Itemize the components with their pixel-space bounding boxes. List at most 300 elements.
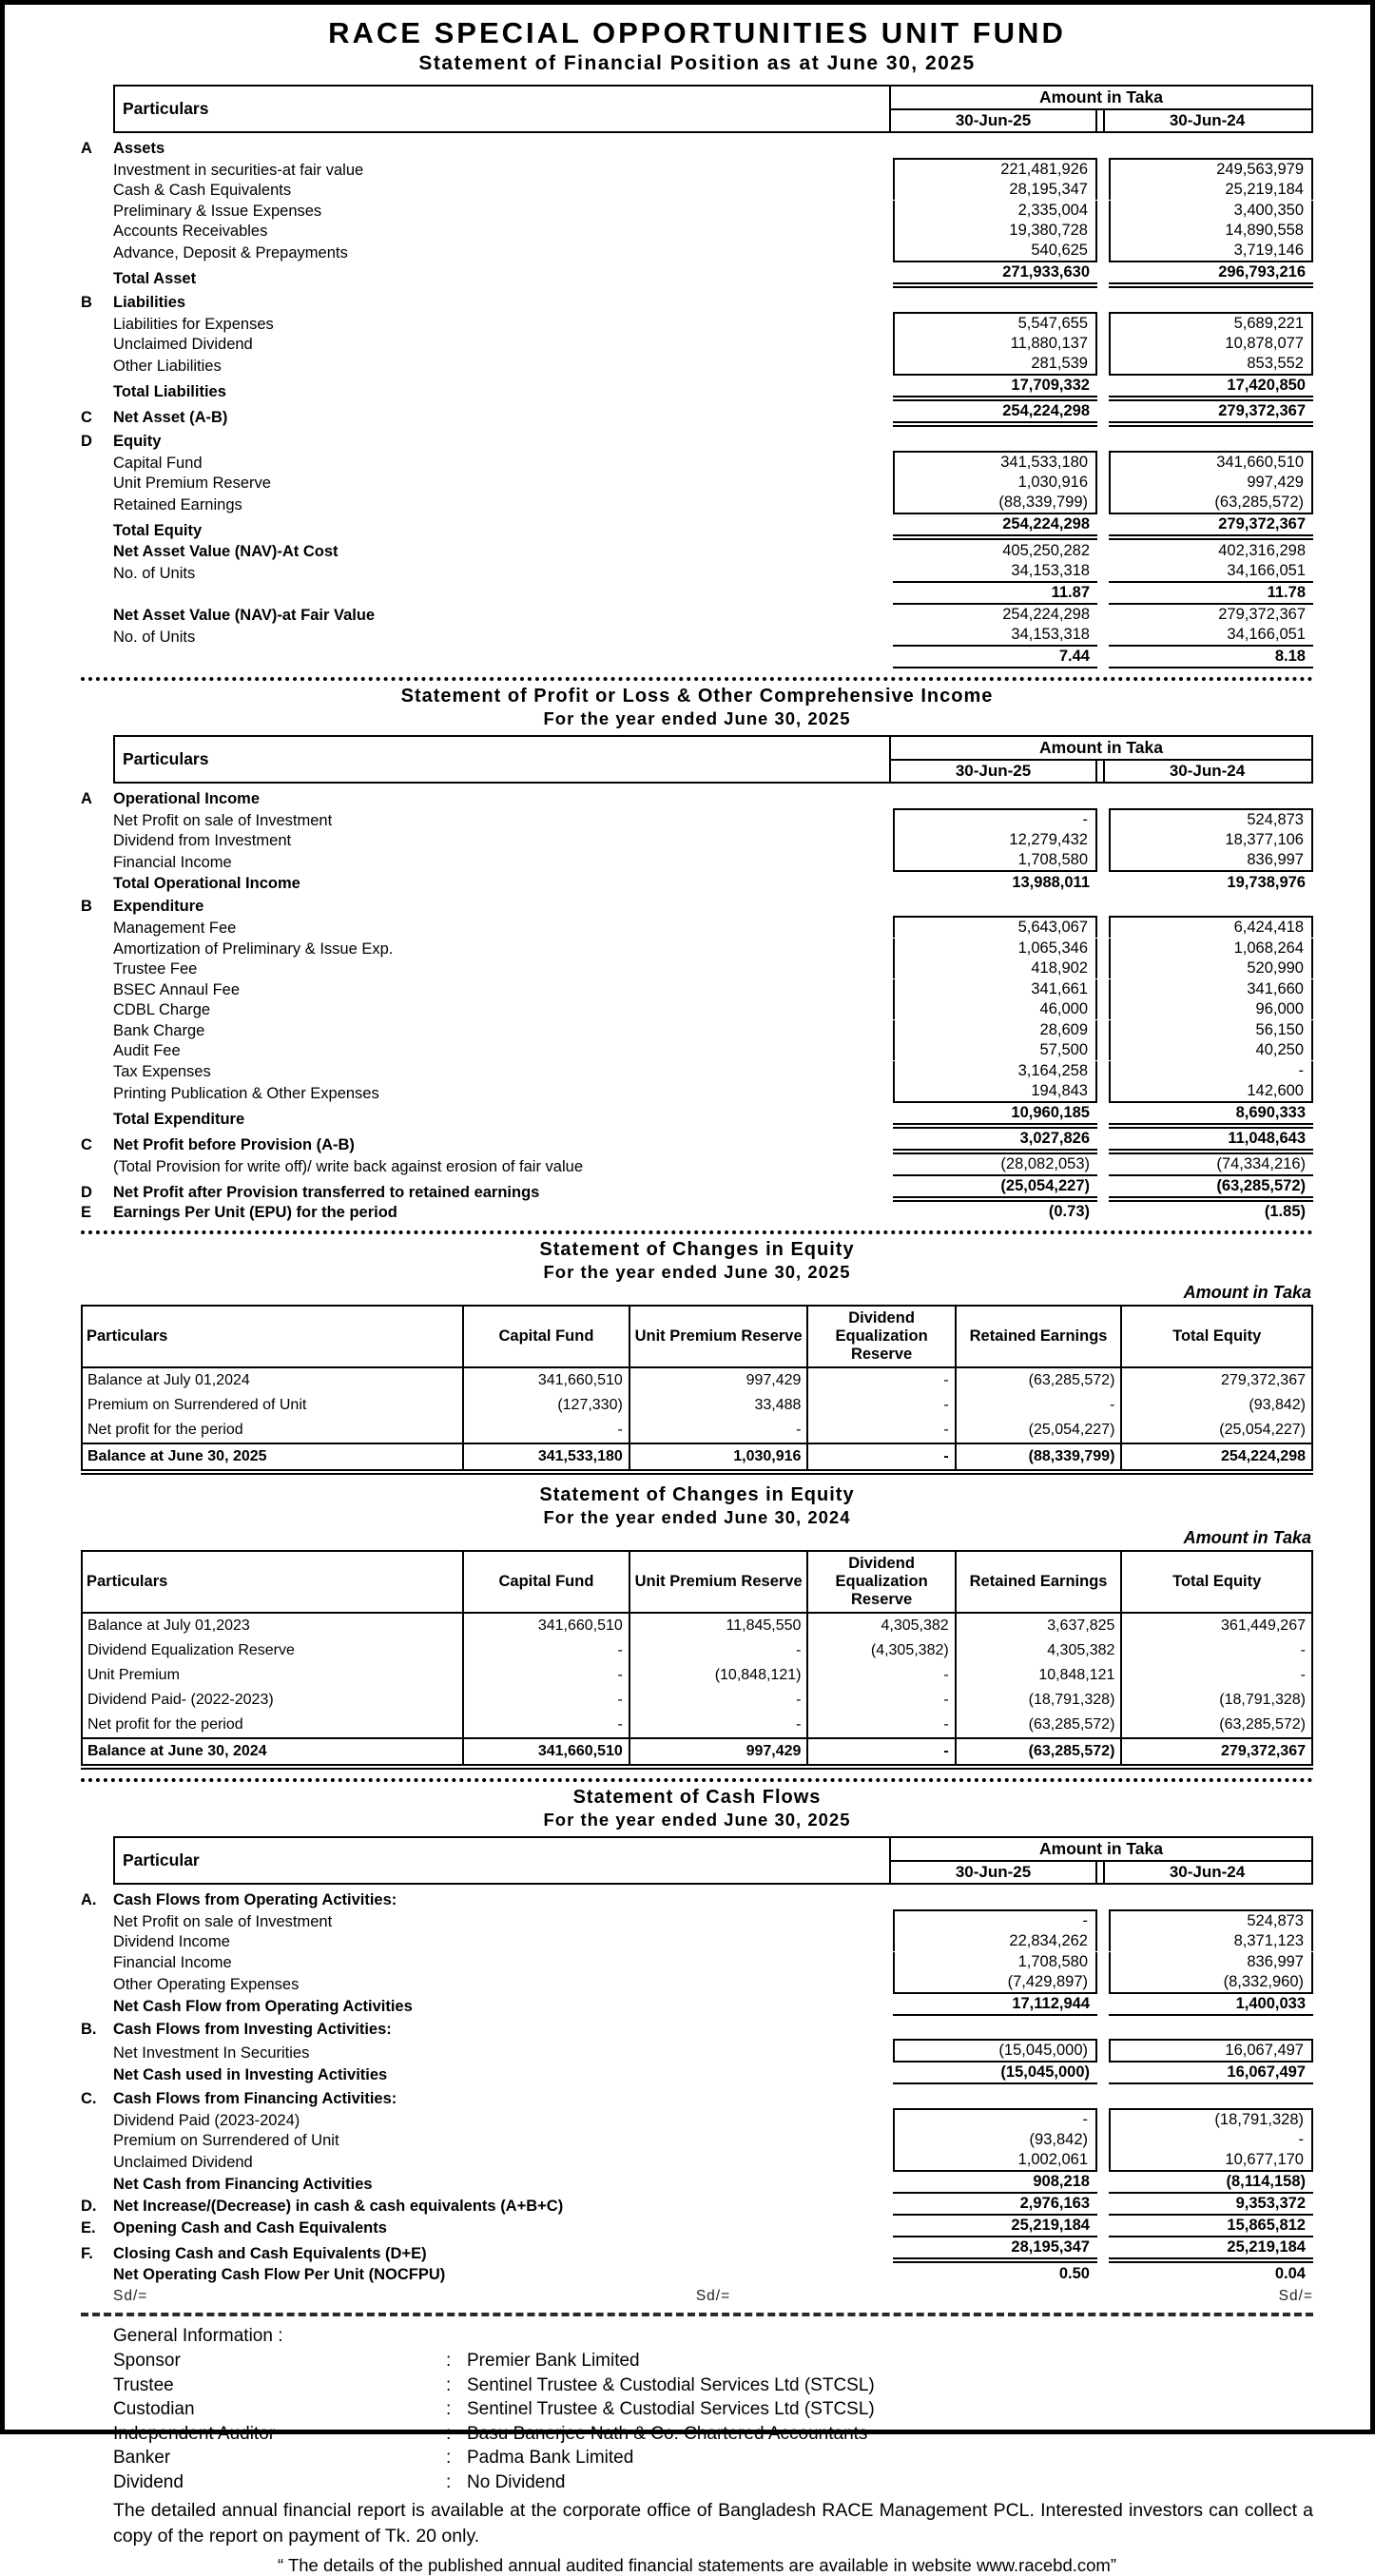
row-label: Unclaimed Dividend xyxy=(113,336,253,353)
date-columns xyxy=(891,110,1311,131)
value-col-2024: 1,400,033 xyxy=(1109,1994,1313,2016)
column-header: Retained Earnings xyxy=(956,1551,1122,1613)
table-row xyxy=(81,137,1313,158)
cash-flows-heading: Statement of Cash Flows xyxy=(572,1787,822,1808)
value-cell: - xyxy=(807,1688,955,1713)
value-col-2024: 836,997 xyxy=(1109,850,1313,872)
dotted-separator xyxy=(81,1778,1313,1782)
row-label: Cash & Cash Equivalents xyxy=(113,182,292,199)
website-quote: “ The details of the published annual audited financial statements are available in website www.racebd.com” xyxy=(277,2555,1116,2575)
table-row xyxy=(82,1663,1312,1688)
general-information-rows xyxy=(113,2349,1313,2494)
table-row xyxy=(82,1713,1312,1738)
value-cell: 254,224,298 xyxy=(1121,1443,1312,1472)
value-col-2024: 3,400,350 xyxy=(1109,201,1313,221)
row-label: Net Asset (A-B) xyxy=(113,409,228,426)
equity-2024-subheading: For the year ended June 30, 2024 xyxy=(543,1507,851,1527)
info-value: Basu Banerjee Nath & Co. Chartered Accountants xyxy=(467,2423,868,2444)
value-col-2025: 194,843 xyxy=(893,1081,1097,1103)
row-label: Unit Premium xyxy=(82,1663,463,1688)
value-col-2024: 997,429 xyxy=(1109,473,1313,493)
dotted-separator xyxy=(81,1230,1313,1234)
equity-2024-amount-note: Amount in Taka xyxy=(1183,1528,1311,1547)
row-label: Net Profit on sale of Investment xyxy=(113,811,333,829)
row-label: Premium on Surrendered of Unit xyxy=(113,2132,339,2149)
value-col-2025: 11,880,137 xyxy=(893,334,1097,354)
row-letter: D xyxy=(81,432,92,450)
column-header: Total Equity xyxy=(1121,1306,1312,1367)
row-letter: D. xyxy=(81,2198,97,2215)
header-row xyxy=(82,1306,1312,1367)
value-cell: 361,449,267 xyxy=(1121,1613,1312,1638)
row-letter: E. xyxy=(81,2219,96,2237)
signature-row xyxy=(113,2288,1313,2305)
info-colon: : xyxy=(446,2423,452,2444)
value-col-2024: 524,873 xyxy=(1109,808,1313,830)
table-row xyxy=(81,605,1313,626)
value-col-2024: 18,377,106 xyxy=(1109,830,1313,850)
table-row xyxy=(81,2172,1313,2194)
equity-2024-table xyxy=(81,1550,1313,1770)
table-row xyxy=(81,430,1313,451)
amount-in-taka-header: Amount in Taka xyxy=(891,87,1311,110)
row-label: Net Asset Value (NAV)-At Cost xyxy=(113,542,339,560)
table-row xyxy=(81,221,1313,242)
table-row xyxy=(81,451,1313,473)
value-col-2025: 254,224,298 xyxy=(893,401,1097,427)
value-cell: - xyxy=(463,1713,629,1738)
row-letter: B. xyxy=(81,2021,97,2038)
value-col-2025: (15,045,000) xyxy=(893,2063,1097,2084)
table-row xyxy=(81,2216,1313,2237)
table-row xyxy=(81,401,1313,427)
row-label: Net Profit before Provision (A-B) xyxy=(113,1135,355,1153)
value-cell: 11,845,550 xyxy=(629,1613,808,1638)
table-row xyxy=(81,241,1313,262)
value-col-2024: 14,890,558 xyxy=(1109,221,1313,241)
column-date-2025: 30-Jun-25 xyxy=(891,761,1097,782)
value-col-2025: 1,708,580 xyxy=(893,850,1097,872)
value-col-2025: - xyxy=(893,1909,1097,1931)
value-col-2024: 15,865,812 xyxy=(1109,2216,1313,2237)
table-row xyxy=(81,999,1313,1020)
column-date-2025: 30-Jun-25 xyxy=(891,1862,1097,1883)
column-date-2024: 30-Jun-24 xyxy=(1103,761,1309,782)
value-cell: - xyxy=(807,1418,955,1443)
header-row xyxy=(82,1551,1312,1613)
row-letter: F. xyxy=(81,2245,93,2262)
value-col-2025: 2,335,004 xyxy=(893,201,1097,221)
value-col-2025: 22,834,262 xyxy=(893,1931,1097,1951)
row-letter: B xyxy=(81,293,92,311)
row-label: Earnings Per Unit (EPU) for the period xyxy=(113,1204,397,1221)
amount-header-group xyxy=(891,87,1311,131)
value-col-2025: 10,960,185 xyxy=(893,1103,1097,1129)
table-row xyxy=(81,1060,1313,1081)
value-col-2024: 341,660 xyxy=(1109,979,1313,999)
table-row xyxy=(81,787,1313,808)
row-label: Bank Charge xyxy=(113,1021,205,1039)
table-row xyxy=(81,896,1313,917)
table-row xyxy=(81,1931,1313,1952)
row-label: Printing Publication & Other Expenses xyxy=(113,1084,379,1102)
value-col-2025: 221,481,926 xyxy=(893,158,1097,180)
column-header: Dividend Equalization Reserve xyxy=(807,1551,955,1613)
value-col-2025: 540,625 xyxy=(893,241,1097,262)
row-label: Net Increase/(Decrease) in cash & cash equivalents (A+B+C) xyxy=(113,2198,564,2215)
value-col-2024: (8,114,158) xyxy=(1109,2172,1313,2194)
page-title: RACE SPECIAL OPPORTUNITIES UNIT FUND xyxy=(328,16,1066,49)
table-row xyxy=(81,808,1313,830)
value-col-2025: 341,533,180 xyxy=(893,451,1097,473)
dotted-separator xyxy=(81,677,1313,681)
info-label: Sponsor xyxy=(113,2351,181,2371)
info-label: Banker xyxy=(113,2448,171,2468)
value-col-2024: 56,150 xyxy=(1109,1020,1313,1040)
value-col-2025: (15,045,000) xyxy=(893,2039,1097,2063)
row-letter: A. xyxy=(81,1890,97,1908)
value-col-2025: 281,539 xyxy=(893,354,1097,376)
value-cell: 279,372,367 xyxy=(1121,1738,1312,1767)
signature-placeholder: Sd/= xyxy=(113,2287,148,2304)
value-cell: (88,339,799) xyxy=(956,1443,1122,1472)
value-col-2025: 2,976,163 xyxy=(893,2194,1097,2216)
equity-table-body xyxy=(82,1367,1312,1472)
value-col-2025: 28,195,347 xyxy=(893,2237,1097,2263)
signature-placeholder: Sd/= xyxy=(1278,2287,1313,2304)
value-cell: (63,285,572) xyxy=(956,1738,1122,1767)
row-label: BSEC Annaul Fee xyxy=(113,980,240,998)
row-label: Accounts Receivables xyxy=(113,223,268,240)
value-col-2024: 96,000 xyxy=(1109,999,1313,1019)
column-date-2024: 30-Jun-24 xyxy=(1103,1862,1309,1883)
value-col-2024: - xyxy=(1109,1061,1313,1081)
value-col-2024: 0.04 xyxy=(1274,2264,1306,2282)
row-label: Equity xyxy=(113,432,162,450)
particulars-header: Particulars xyxy=(115,737,891,782)
row-label: Net Cash Flow from Operating Activities xyxy=(113,1997,413,2015)
value-cell: 341,660,510 xyxy=(463,1613,629,1638)
value-col-2024: 279,372,367 xyxy=(1218,606,1306,623)
value-cell: 341,660,510 xyxy=(463,1367,629,1393)
value-cell: - xyxy=(463,1418,629,1443)
value-col-2025: (7,429,897) xyxy=(893,1972,1097,1994)
cash-flows-subheading: For the year ended June 30, 2025 xyxy=(543,1810,851,1830)
row-label: Audit Fee xyxy=(113,1042,181,1059)
value-col-2024: 402,316,298 xyxy=(1218,541,1306,559)
info-colon: : xyxy=(446,2351,452,2371)
value-cell: (63,285,572) xyxy=(1121,1713,1312,1738)
value-col-2024: 11,048,643 xyxy=(1109,1129,1313,1154)
value-col-2024: 11.78 xyxy=(1109,583,1313,605)
table-row xyxy=(81,1129,1313,1154)
info-colon: : xyxy=(446,2374,452,2395)
row-label: Balance at July 01,2023 xyxy=(82,1613,463,1638)
column-header: Total Equity xyxy=(1121,1551,1312,1613)
table-row xyxy=(81,1202,1313,1223)
value-col-2024: 8,690,333 xyxy=(1109,1103,1313,1129)
value-col-2025: 1,030,916 xyxy=(893,473,1097,493)
info-value: No Dividend xyxy=(467,2471,566,2492)
value-col-2025: 28,609 xyxy=(893,1020,1097,1040)
column-header: Particulars xyxy=(82,1551,463,1613)
cash-flows-table-header xyxy=(113,1836,1313,1885)
row-label: Liabilities xyxy=(113,293,186,311)
value-col-2025: 908,218 xyxy=(893,2172,1097,2194)
equity-2025-amount-note: Amount in Taka xyxy=(1183,1283,1311,1302)
column-header: Capital Fund xyxy=(463,1551,629,1613)
table-row xyxy=(82,1638,1312,1663)
value-cell: 997,429 xyxy=(629,1367,808,1393)
row-label: Premium on Surrendered of Unit xyxy=(82,1393,463,1418)
info-colon: : xyxy=(446,2399,452,2419)
general-information-heading: General Information : xyxy=(113,2325,283,2346)
value-col-2025: 46,000 xyxy=(893,999,1097,1019)
info-value: Sentinel Trustee & Custodial Services Ltd (STCSL) xyxy=(467,2374,875,2395)
value-col-2025: 7.44 xyxy=(893,647,1097,668)
amount-header-group xyxy=(891,1838,1311,1883)
value-col-2024: 9,353,372 xyxy=(1109,2194,1313,2216)
row-label: Total Equity xyxy=(113,522,203,539)
value-col-2024: 16,067,497 xyxy=(1109,2063,1313,2084)
general-info-row xyxy=(113,2349,1313,2373)
value-col-2025: 5,547,655 xyxy=(893,312,1097,334)
table-row xyxy=(81,2263,1313,2284)
value-cell: - xyxy=(807,1367,955,1393)
column-header: Particulars xyxy=(82,1306,463,1367)
value-cell: - xyxy=(629,1418,808,1443)
financial-position-rows xyxy=(81,137,1313,668)
column-date-2025: 30-Jun-25 xyxy=(891,110,1097,131)
financial-position-table-header xyxy=(113,85,1313,133)
table-row xyxy=(81,916,1313,938)
row-label: Opening Cash and Cash Equivalents xyxy=(113,2219,387,2237)
table-row xyxy=(81,1951,1313,1972)
value-col-2024: (63,285,572) xyxy=(1109,493,1313,514)
profit-loss-rows xyxy=(81,787,1313,1222)
table-row xyxy=(82,1443,1312,1472)
info-value: Sentinel Trustee & Custodial Services Ltd (STCSL) xyxy=(467,2399,875,2419)
row-label: Cash Flows from Financing Activities: xyxy=(113,2089,397,2107)
value-col-2025: (28,082,053) xyxy=(893,1154,1097,1176)
value-col-2024: 10,878,077 xyxy=(1109,334,1313,354)
info-value: Premier Bank Limited xyxy=(467,2351,640,2371)
table-row xyxy=(81,180,1313,201)
particulars-header: Particular xyxy=(115,1838,891,1883)
row-label: Management Fee xyxy=(113,920,237,937)
value-col-2025: 34,153,318 xyxy=(893,561,1097,583)
table-row xyxy=(81,334,1313,355)
statement-financial-position-heading: Statement of Financial Position as at June 30, 2025 xyxy=(418,52,976,74)
value-cell: (63,285,572) xyxy=(956,1713,1122,1738)
table-row xyxy=(81,158,1313,180)
column-header: Capital Fund xyxy=(463,1306,629,1367)
value-col-2024: 524,873 xyxy=(1109,1909,1313,1931)
value-col-2024: 6,424,418 xyxy=(1109,916,1313,938)
value-cell: (4,305,382) xyxy=(807,1638,955,1663)
row-label: Net Operating Cash Flow Per Unit (NOCFPU) xyxy=(113,2265,446,2283)
row-label: Cash Flows from Investing Activities: xyxy=(113,2021,392,2038)
value-cell: 3,637,825 xyxy=(956,1613,1122,1638)
row-label: Balance at June 30, 2025 xyxy=(82,1443,463,1472)
profit-loss-table-header xyxy=(113,735,1313,784)
row-letter: A xyxy=(81,139,92,157)
row-label: Total Asset xyxy=(113,270,197,287)
row-label: Balance at July 01,2024 xyxy=(82,1367,463,1393)
table-row xyxy=(81,291,1313,312)
equity-2025-table xyxy=(81,1305,1313,1475)
value-col-2025: 405,250,282 xyxy=(1002,541,1090,559)
value-cell: - xyxy=(463,1638,629,1663)
value-col-2024: 1,068,264 xyxy=(1109,939,1313,959)
value-col-2024: 279,372,367 xyxy=(1109,514,1313,540)
profit-loss-heading: Statement of Profit or Loss & Other Comprehensive Income xyxy=(400,686,994,707)
value-col-2025: 341,661 xyxy=(893,979,1097,999)
value-col-2025: 12,279,432 xyxy=(893,830,1097,850)
profit-loss-subheading: For the year ended June 30, 2025 xyxy=(543,708,851,728)
row-label: Amortization of Preliminary & Issue Exp. xyxy=(113,939,394,958)
value-col-2025: - xyxy=(893,2108,1097,2130)
table-row xyxy=(81,1081,1313,1103)
value-cell: 4,305,382 xyxy=(956,1638,1122,1663)
row-label: Closing Cash and Cash Equivalents (D+E) xyxy=(113,2245,427,2262)
value-col-2024: 34,166,051 xyxy=(1109,625,1313,647)
row-label: (Total Provision for write off)/ write back against erosion of fair value xyxy=(113,1157,583,1175)
column-header: Retained Earnings xyxy=(956,1306,1122,1367)
table-row xyxy=(81,830,1313,851)
table-row xyxy=(81,312,1313,334)
table-row xyxy=(81,1888,1313,1909)
row-label: Financial Income xyxy=(113,854,232,871)
column-header: Unit Premium Reserve xyxy=(629,1551,808,1613)
value-col-2025: 271,933,630 xyxy=(893,262,1097,288)
value-cell: (18,791,328) xyxy=(956,1688,1122,1713)
value-col-2024: 296,793,216 xyxy=(1109,262,1313,288)
value-cell: (63,285,572) xyxy=(956,1367,1122,1393)
row-label: Operational Income xyxy=(113,789,261,807)
value-col-2025: - xyxy=(893,808,1097,830)
value-col-2024: 836,997 xyxy=(1109,1952,1313,1972)
table-row xyxy=(81,376,1313,401)
general-info-row xyxy=(113,2470,1313,2495)
table-row xyxy=(81,2108,1313,2130)
column-header: Unit Premium Reserve xyxy=(629,1306,808,1367)
row-label: Net Asset Value (NAV)-at Fair Value xyxy=(113,607,376,624)
value-col-2025: (93,842) xyxy=(893,2130,1097,2150)
value-col-2025: 3,027,826 xyxy=(893,1129,1097,1154)
table-row xyxy=(82,1393,1312,1418)
row-letter: C xyxy=(81,1135,92,1153)
table-row xyxy=(81,2237,1313,2263)
row-letter: D xyxy=(81,1183,92,1201)
table-row xyxy=(81,1154,1313,1176)
row-label: Total Liabilities xyxy=(113,383,226,400)
value-cell: (25,054,227) xyxy=(1121,1418,1312,1443)
report-availability-note: The detailed annual financial report is available at the corporate office of Bangladesh RACE Management PCL. Interested investors can collect a copy of the report on payment of Tk. 20 only. xyxy=(113,2500,1313,2547)
row-label: Other Operating Expenses xyxy=(113,1975,300,1993)
signature-placeholder: Sd/= xyxy=(695,2287,731,2304)
row-label: Capital Fund xyxy=(113,454,203,472)
table-row xyxy=(81,1909,1313,1931)
value-cell: (18,791,328) xyxy=(1121,1688,1312,1713)
value-col-2025: 11.87 xyxy=(893,583,1097,605)
info-label: Independent Auditor xyxy=(113,2423,276,2444)
amount-in-taka-header: Amount in Taka xyxy=(891,737,1311,761)
equity-table-head xyxy=(82,1551,1312,1613)
value-cell: 997,429 xyxy=(629,1738,808,1767)
table-row xyxy=(81,850,1313,872)
column-date-2024: 30-Jun-24 xyxy=(1103,110,1309,131)
table-row xyxy=(82,1367,1312,1393)
value-col-2025: 3,164,258 xyxy=(893,1061,1097,1081)
value-col-2025: 17,112,944 xyxy=(893,1994,1097,2016)
row-label: Dividend from Investment xyxy=(113,832,292,849)
table-row xyxy=(82,1613,1312,1638)
equity-table-body xyxy=(82,1613,1312,1767)
value-col-2025: 254,224,298 xyxy=(1002,606,1090,623)
value-col-2025: 57,500 xyxy=(893,1040,1097,1060)
row-letter: A xyxy=(81,789,92,807)
general-information xyxy=(113,2324,1313,2495)
value-col-2024: (74,334,216) xyxy=(1109,1154,1313,1176)
date-columns xyxy=(891,761,1311,782)
value-col-2025: 28,195,347 xyxy=(893,180,1097,200)
table-row xyxy=(81,493,1313,514)
value-col-2024: 16,067,497 xyxy=(1109,2039,1313,2063)
general-info-row xyxy=(113,2397,1313,2422)
info-label: Trustee xyxy=(113,2374,174,2395)
row-label: Dividend Paid (2023-2024) xyxy=(113,2111,300,2129)
amount-header-group xyxy=(891,737,1311,782)
row-label: Trustee Fee xyxy=(113,960,198,978)
value-col-2024: - xyxy=(1109,2130,1313,2150)
value-cell: - xyxy=(463,1688,629,1713)
row-label: Unclaimed Dividend xyxy=(113,2154,253,2171)
row-letter: B xyxy=(81,898,92,915)
info-label: Custodian xyxy=(113,2399,195,2419)
value-cell: - xyxy=(807,1443,955,1472)
row-label: Unit Premium Reserve xyxy=(113,475,271,492)
value-cell: (127,330) xyxy=(463,1393,629,1418)
row-label: Financial Income xyxy=(113,1953,232,1971)
general-info-row xyxy=(113,2422,1313,2447)
table-row xyxy=(81,200,1313,221)
value-col-2024: 19,738,976 xyxy=(1227,873,1306,891)
table-row xyxy=(81,647,1313,668)
particulars-header: Particulars xyxy=(115,87,891,131)
value-cell: - xyxy=(807,1663,955,1688)
row-label: CDBL Charge xyxy=(113,1001,211,1018)
row-label: Dividend Paid- (2022-2023) xyxy=(82,1688,463,1713)
row-label: Net Profit after Provision transferred to retained earnings xyxy=(113,1183,540,1201)
value-col-2025: (25,054,227) xyxy=(893,1176,1097,1202)
value-col-2024: 520,990 xyxy=(1109,959,1313,978)
value-col-2024: 249,563,979 xyxy=(1109,158,1313,180)
value-col-2025: 1,065,346 xyxy=(893,939,1097,959)
value-cell: - xyxy=(1121,1638,1312,1663)
value-col-2024: 8.18 xyxy=(1109,647,1313,668)
row-label: Net profit for the period xyxy=(82,1713,463,1738)
table-row xyxy=(81,354,1313,376)
row-letter: C xyxy=(81,409,92,426)
value-cell: 279,372,367 xyxy=(1121,1367,1312,1393)
row-label: Liabilities for Expenses xyxy=(113,315,274,333)
table-row xyxy=(81,1019,1313,1040)
value-cell: 10,848,121 xyxy=(956,1663,1122,1688)
table-row xyxy=(81,473,1313,494)
table-row xyxy=(81,583,1313,605)
value-col-2025: 19,380,728 xyxy=(893,221,1097,241)
